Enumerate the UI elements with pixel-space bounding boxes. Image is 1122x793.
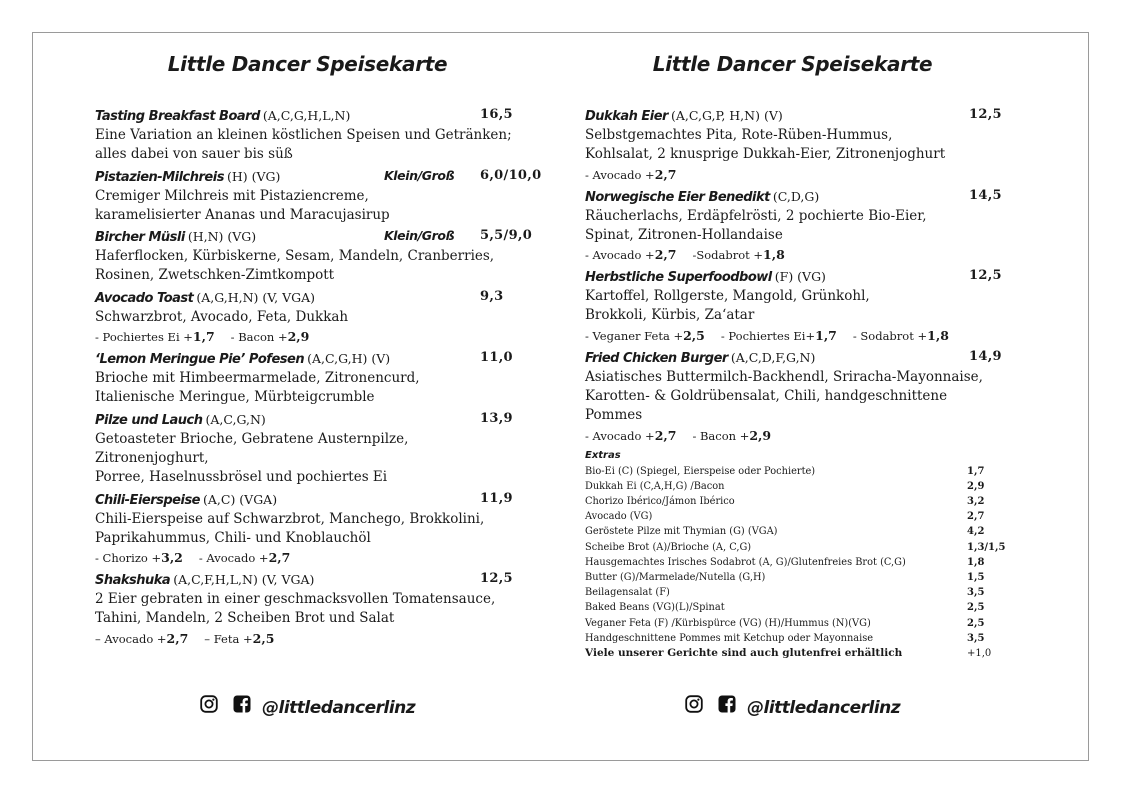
menu-item-description: karamelisierter Ananas und Maracujasirup xyxy=(95,206,390,223)
extras-row xyxy=(585,509,1000,524)
extras-label: Chorizo Ibérico/Jámon Ibérico xyxy=(585,496,735,508)
addon-label: – Feta + xyxy=(204,631,253,646)
extras-label: Beilagensalat (F) xyxy=(585,587,670,599)
allergen-codes: (A,C) (VGA) xyxy=(203,491,278,507)
extras-price: 2,7 xyxy=(967,511,985,523)
menu-item-header xyxy=(585,265,1000,287)
allergen-codes: (H) (VG) xyxy=(226,168,281,184)
size-label: Klein/Groß xyxy=(384,228,455,244)
allergen-codes: (A,C,G,N) xyxy=(205,411,266,427)
addon-options xyxy=(585,245,1000,265)
addon-price: 1,8 xyxy=(763,247,785,263)
menu-item-header xyxy=(95,165,542,187)
menu-item-description: Räucherlachs, Erdäpfelrösti, 2 pochierte Bio-Eier, xyxy=(585,207,927,224)
extras-price: 4,2 xyxy=(967,526,985,538)
extras-row xyxy=(585,600,1000,615)
addon-option xyxy=(231,330,310,344)
extras-price: 1,5 xyxy=(967,571,985,583)
menu-item-name: Fried Chicken Burger xyxy=(585,350,728,366)
addon-price: 2,7 xyxy=(654,166,677,182)
extras-price: 1,7 xyxy=(967,465,985,477)
extras-price: 2,5 xyxy=(967,617,985,629)
menu-item-description: Asiatisches Buttermilch-Backhendl, Sriracha-Mayonnaise, xyxy=(585,368,983,385)
menu-item-name: Avocado Toast xyxy=(95,290,194,306)
extras-row xyxy=(585,540,1006,555)
addon-label: - Avocado + xyxy=(585,428,655,443)
addon-option xyxy=(853,329,949,343)
menu-item xyxy=(585,346,1000,446)
addon-price: 1,8 xyxy=(927,327,949,343)
social-bar xyxy=(95,695,520,719)
addon-price: 2,7 xyxy=(654,427,677,443)
extras-label: Butter (G)/Marmelade/Nutella (G,H) xyxy=(585,571,766,583)
extras-row xyxy=(585,585,1000,600)
menu-item-price: 6,0/10,0 xyxy=(480,167,542,183)
menu-item-name: Tasting Breakfast Board xyxy=(95,109,260,124)
addon-label: - Avocado + xyxy=(585,248,655,263)
glutenfree-note xyxy=(585,646,1000,661)
extras-label: Geröstete Pilze mit Thymian (G) (VGA) xyxy=(585,526,778,538)
extras-price: 3,2 xyxy=(967,496,985,508)
addon-option xyxy=(95,551,183,565)
addon-option xyxy=(585,248,676,262)
extras-label: Scheibe Brot (A)/Brioche (A, C,G) xyxy=(585,541,752,553)
instagram-handle[interactable]: @littledancerlinz xyxy=(262,697,416,718)
addon-price: 2,7 xyxy=(166,630,189,646)
addon-option xyxy=(692,429,771,443)
allergen-codes: (A,C,F,H,L,N) (V, VGA) xyxy=(173,572,315,588)
addon-option xyxy=(692,248,784,262)
addon-label: -Sodabrot + xyxy=(692,248,764,263)
menu-title: Little Dancer Speisekarte xyxy=(167,52,448,76)
addon-price: 2,7 xyxy=(268,550,291,566)
extras-label: Baked Beans (VG)(L)/Spinat xyxy=(585,602,725,614)
menu-item-description: Haferflocken, Kürbiskerne, Sesam, Mandeln, Cranberries, xyxy=(95,248,495,265)
addon-label: – Avocado + xyxy=(95,631,167,646)
social-bar xyxy=(585,695,1000,719)
addon-options xyxy=(95,548,520,568)
menu-item-header xyxy=(95,488,520,510)
menu-item-name: Chili-Eierspeise xyxy=(95,492,200,508)
menu-item-name: Herbstliche Superfoodbowl xyxy=(585,270,772,286)
menu-item-price: 12,5 xyxy=(969,268,1002,284)
menu-item-description: Getoasteter Brioche, Gebratene Austernpilze, Zitronenjoghurt, xyxy=(95,430,409,466)
addon-options xyxy=(585,426,1000,446)
menu-item-price: 9,3 xyxy=(480,288,504,304)
menu-item-name: Pistazien-Milchreis xyxy=(95,169,224,185)
addon-label: - Chorizo + xyxy=(95,551,162,566)
menu-item-description: Tahini, Mandeln, 2 Scheiben Brot und Salat xyxy=(95,610,395,627)
menu-item-price: 12,5 xyxy=(480,571,513,587)
menu-item xyxy=(95,104,520,165)
instagram-icon[interactable] xyxy=(685,695,703,720)
extras-row xyxy=(585,524,1000,539)
menu-item-price: 12,5 xyxy=(969,107,1002,122)
addon-label: - Avocado + xyxy=(585,167,655,182)
menu-item-description: Karotten- & Goldrübensalat, Chili, handgeschnittene Pommes xyxy=(585,388,948,424)
extras-label: Veganer Feta (F) /Kürbispürce (VG) (H)/Hummus (N)(VG) xyxy=(585,617,871,629)
extras-row xyxy=(585,494,1000,509)
menu-item-description: 2 Eier gebraten in einer geschmacksvollen Tomatensauce, xyxy=(95,591,496,608)
menu-item xyxy=(585,185,1000,266)
menu-item xyxy=(95,225,533,286)
menu-item-header xyxy=(585,346,1000,368)
menu-item xyxy=(95,408,520,488)
addon-option xyxy=(95,632,188,646)
menu-item-description: Selbstgemachtes Pita, Rote-Rüben-Hummus, xyxy=(585,127,893,143)
addon-options xyxy=(95,629,520,649)
menu-item-description: Cremiger Milchreis mit Pistaziencreme, xyxy=(95,187,369,204)
facebook-icon[interactable] xyxy=(233,695,251,720)
menu-item-description: Brioche mit Himbeermarmelade, Zitronencurd, xyxy=(95,370,420,387)
extras-title: Extras xyxy=(585,449,621,461)
menu-item-header xyxy=(95,225,533,247)
addon-option xyxy=(204,632,274,646)
addon-label: - Sodabrot + xyxy=(852,328,928,343)
extras-label: Handgeschnittene Pommes mit Ketchup oder Mayonnaise xyxy=(585,632,874,644)
menu-item-header xyxy=(95,568,520,590)
addon-label: - Pochiertes Ei + xyxy=(95,330,193,345)
addon-price: 1,7 xyxy=(815,327,837,343)
right-menu-items xyxy=(585,104,1006,661)
menu-item xyxy=(95,347,520,408)
menu-item-description: Spinat, Zitronen-Hollandaise xyxy=(585,226,783,243)
allergen-codes: (H,N) (VG) xyxy=(187,229,257,245)
menu-title: Little Dancer Speisekarte xyxy=(652,52,933,76)
extras-row xyxy=(585,616,1000,631)
menu-item-description: Porree, Haselnussbrösel und pochiertes Ei xyxy=(95,469,388,486)
addon-option xyxy=(95,330,215,344)
menu-item-price: 14,5 xyxy=(969,187,1002,203)
addon-price: 2,7 xyxy=(654,247,677,263)
addon-price: 1,7 xyxy=(192,329,215,345)
extras-price: 3,5 xyxy=(967,632,985,644)
addon-options xyxy=(95,327,520,347)
addon-option xyxy=(721,329,837,343)
extras-row xyxy=(585,464,1000,479)
extras-label: Avocado (VG) xyxy=(585,511,653,523)
addon-label: - Veganer Feta + xyxy=(585,328,684,343)
addon-label: - Bacon + xyxy=(692,428,750,443)
menu-item-name: Shakshuka xyxy=(95,573,171,589)
menu-item-price: 16,5 xyxy=(480,107,513,122)
menu-item-header xyxy=(585,185,1000,207)
extras-label: Hausgemachtes Irisches Sodabrot (A, G)/Glutenfreies Brot (C,G) xyxy=(585,556,906,568)
menu-item-name: Norwegische Eier Benedikt xyxy=(585,189,770,205)
addon-options xyxy=(585,326,1000,346)
allergen-codes: (A,C,D,F,G,N) xyxy=(730,349,816,365)
allergen-codes: (C,D,G) xyxy=(772,188,820,204)
extras-section xyxy=(585,448,1006,661)
extras-price: 3,5 xyxy=(967,587,985,599)
extras-row xyxy=(585,479,1000,494)
menu-item-price: 11,0 xyxy=(480,350,513,366)
allergen-codes: (A,C,G,H) (V) xyxy=(307,351,391,367)
menu-item-description: Schwarzbrot, Avocado, Feta, Dukkah xyxy=(95,308,349,325)
addon-price: 2,9 xyxy=(287,329,310,345)
menu-item-price: 13,9 xyxy=(480,410,513,426)
menu-item-header xyxy=(95,286,520,308)
menu-item xyxy=(585,104,1000,185)
addon-option xyxy=(585,329,705,343)
menu-item xyxy=(585,265,1000,346)
addon-options xyxy=(585,165,1000,185)
extras-price: 1,8 xyxy=(967,556,985,568)
menu-item-description: Eine Variation an kleinen köstlichen Speisen und Getränken; xyxy=(95,127,512,143)
menu-item-description: Brokkoli, Kürbis, Za‘atar xyxy=(585,307,755,324)
menu-item-name: Dukkah Eier xyxy=(585,109,668,124)
menu-item-price: 14,9 xyxy=(969,348,1002,364)
left-menu-items xyxy=(95,104,542,649)
addon-option xyxy=(199,551,290,565)
addon-label: - Avocado + xyxy=(198,551,269,566)
menu-item-price: 11,9 xyxy=(480,490,513,506)
addon-price: 2,5 xyxy=(683,327,705,343)
menu-item-description: Chili-Eierspeise auf Schwarzbrot, Manchego, Brokkolini, xyxy=(95,510,485,527)
addon-label: - Pochiertes Ei+ xyxy=(720,328,816,343)
extras-price: 2,5 xyxy=(967,602,985,614)
menu-item xyxy=(95,568,520,649)
menu-item xyxy=(95,488,520,569)
menu-item-header xyxy=(95,347,520,369)
extras-label: Dukkah Ei (C,A,H,G) /Bacon xyxy=(585,480,725,492)
menu-item-price: 5,5/9,0 xyxy=(480,228,533,244)
addon-price: 2,5 xyxy=(252,630,275,646)
addon-price: 3,2 xyxy=(161,550,183,566)
extras-label: Bio-Ei (C) (Spiegel, Eierspeise oder Pochierte) xyxy=(585,465,816,477)
addon-option xyxy=(585,429,676,443)
size-label: Klein/Groß xyxy=(384,167,455,183)
menu-item-name: Pilze und Lauch xyxy=(95,412,203,428)
menu-item-description: Rosinen, Zwetschken-Zimtkompott xyxy=(95,267,335,284)
extras-row xyxy=(585,631,1000,646)
menu-item xyxy=(95,286,520,347)
allergen-codes: (A,G,H,N) (V, VGA) xyxy=(196,289,315,305)
allergen-codes: (A,C,G,P, H,N) (V) xyxy=(670,108,783,123)
menu-item-header xyxy=(95,408,520,430)
instagram-handle[interactable]: @littledancerlinz xyxy=(747,697,901,718)
extras-price: 1,3/1,5 xyxy=(967,541,1006,553)
glutenfree-label: Viele unserer Gerichte sind auch glutenfrei erhältlich xyxy=(585,646,903,659)
menu-item-description: alles dabei von sauer bis süß xyxy=(95,146,293,163)
instagram-icon[interactable] xyxy=(200,695,218,720)
menu-item-header xyxy=(585,104,1000,126)
allergen-codes: (A,C,G,H,L,N) xyxy=(262,108,351,123)
menu-item-description: Kartoffel, Rollgerste, Mangold, Grünkohl, xyxy=(585,288,870,305)
addon-price: 2,9 xyxy=(749,427,772,443)
facebook-icon[interactable] xyxy=(718,695,736,720)
glutenfree-price: +1,0 xyxy=(967,647,992,659)
menu-item xyxy=(95,165,542,226)
addon-option xyxy=(585,168,676,182)
extras-price: 2,9 xyxy=(967,480,985,492)
menu-item-name: Bircher Müsli xyxy=(95,230,185,246)
extras-row xyxy=(585,555,1000,570)
allergen-codes: (F) (VG) xyxy=(774,269,826,285)
addon-label: - Bacon + xyxy=(230,330,288,345)
extras-row xyxy=(585,570,1000,585)
menu-item-name: ‘Lemon Meringue Pie’ Pofesen xyxy=(95,352,305,368)
menu-item-description: Paprikahummus, Chili- und Knoblauchöl xyxy=(95,529,371,546)
menu-item-header xyxy=(95,104,520,126)
menu-item-description: Kohlsalat, 2 knusprige Dukkah-Eier, Zitronenjoghurt xyxy=(585,146,946,163)
menu-item-description: Italienische Meringue, Mürbteigcrumble xyxy=(95,389,375,406)
